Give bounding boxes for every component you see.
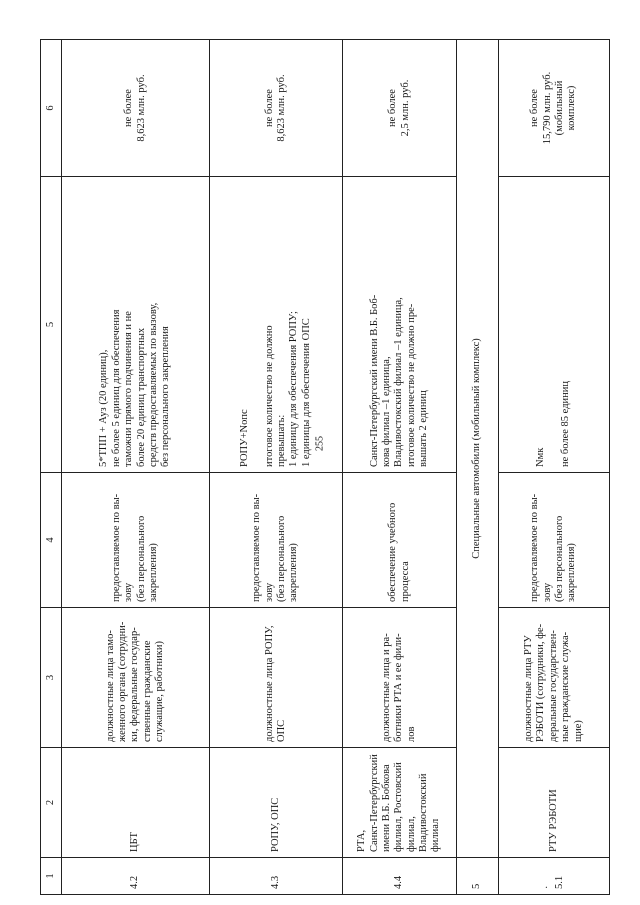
cell-mode (499, 473, 610, 608)
cell-unit (62, 748, 210, 858)
text-line: не более (263, 89, 275, 127)
text-line: закрепления) (147, 543, 159, 602)
text-line: ные гражданские служа- (560, 631, 572, 742)
text-line: зову (263, 582, 275, 602)
cell-mode (62, 473, 210, 608)
cell-persons (499, 608, 610, 748)
text-line: предоставляемое по вы- (110, 493, 122, 602)
text-line: должностные лица РТУ (523, 635, 535, 742)
page-number: 255 (314, 436, 326, 451)
text-line: (без персонального (276, 515, 287, 602)
text-line: должностные лица РОПУ, (263, 625, 275, 742)
text-line: не более 85 единиц (560, 380, 572, 467)
rotated-page (40, 40, 610, 895)
text-line: РЭБОТИ (сотрудники, фе- (535, 623, 547, 742)
header-cell: 6 (41, 40, 62, 177)
text-line: ЦБТ (129, 832, 141, 852)
row-number (499, 858, 610, 895)
text-line: ки, федеральные государ- (129, 627, 141, 742)
text-line: кова филиал –1 единица, (380, 356, 392, 467)
text-line: средств предоставляемых по вызову, (147, 302, 159, 467)
text-line: деральные государствен- (547, 630, 559, 742)
text-line: филиал, Ростовский (393, 762, 405, 852)
text-line: обеспечение учебного (387, 502, 399, 602)
cell-unit (343, 748, 457, 858)
cell-price (343, 40, 457, 177)
text-line: 8,623 млн. руб. (276, 74, 287, 142)
cell-persons (62, 608, 210, 748)
header-row (41, 40, 62, 895)
row-number: 4.2 (62, 858, 210, 895)
text-line (251, 182, 263, 467)
text-line: лов (405, 726, 417, 742)
cell-persons (343, 608, 457, 748)
text-line (548, 182, 560, 467)
section-number: 5 (457, 858, 499, 895)
cell-unit (499, 748, 610, 858)
text-line: таможни прямого подчинения и не (123, 311, 135, 467)
text-line: комплекс) (566, 85, 578, 131)
text-line: должностные лица и ра- (380, 633, 392, 742)
cell-persons (210, 608, 343, 748)
table-row (210, 40, 343, 895)
text-line: превышать: (276, 414, 287, 467)
text-line: 15,790 млн. руб. (541, 71, 553, 145)
text-line: предоставляемое по вы- (529, 493, 541, 602)
header-cell: 1 (41, 858, 62, 895)
cell-mode (210, 473, 343, 608)
header-cell: 4 (41, 473, 62, 608)
text-line: имени В.Б. Бобкова (380, 764, 392, 852)
text-line: РТУ РЭБОТИ (547, 789, 559, 852)
cell-unit (210, 748, 343, 858)
text-line: ОПС (276, 719, 287, 742)
text-line: процесса (399, 561, 411, 602)
text-line: закрепления) (566, 543, 578, 602)
text-line: зову (123, 582, 135, 602)
text-line: вышать 2 единиц (418, 390, 430, 467)
text-line: РОПУ+Nопс (238, 409, 250, 467)
text-line: филиал (430, 818, 442, 852)
text-line: РОПУ, ОПС (269, 797, 281, 852)
text-line: женного органа (сотрудни- (116, 621, 128, 742)
cell-quantity (499, 177, 610, 473)
text-line: Nмк (535, 447, 547, 467)
text-line: Владивостокский филиал –1 единица, (393, 297, 405, 467)
text-line: итоговое количество не должно пре- (405, 303, 417, 467)
text-line: Санкт-Петербургский имени В.Б. Боб- (368, 294, 380, 467)
text-line: служащие, работники) (154, 641, 166, 742)
text-line: не более (529, 89, 541, 127)
text-line: ботники РТА и ее фили- (393, 633, 405, 742)
text-line: (мобильный (554, 80, 565, 136)
text-line: щие) (572, 720, 584, 742)
cell-price (62, 40, 210, 177)
text-line: без персонального закрепления (160, 326, 172, 467)
section-title: Специальные автомобили (мобильный комплекс) (457, 40, 499, 858)
cell-quantity (62, 177, 210, 473)
header-cell: 2 (41, 748, 62, 858)
header-cell: 5 (41, 177, 62, 473)
section-row (457, 40, 499, 895)
text-line: ственные гражданские (141, 640, 153, 742)
text-line: должностные лица тамо- (104, 630, 116, 742)
text-line: более 20 единиц транспортных (135, 327, 147, 467)
text-line: Владивостокский (418, 773, 430, 852)
text-line: предоставляемое по вы- (251, 493, 263, 602)
text-line: 2,5 млн. руб. (399, 79, 411, 137)
text-line: итоговое количество не должно (263, 325, 275, 467)
cell-quantity (343, 177, 457, 473)
cell-mode (343, 473, 457, 608)
text-line: РТА, (356, 829, 368, 852)
table-row (62, 40, 210, 895)
text-line: 1 единицы для обеспечения ОПС (300, 318, 312, 467)
text-line: 1 единицу для обеспечения РОПУ; (288, 311, 300, 467)
text-line: не более (123, 89, 135, 127)
text-line: 8,623 млн. руб. (135, 74, 147, 142)
cell-quantity (210, 177, 343, 473)
text-line: не более (387, 89, 399, 127)
text-line: филиал, (405, 816, 417, 852)
table-row (499, 40, 610, 895)
row-number: 4.3 (210, 858, 343, 895)
header-cell: 3 (41, 608, 62, 748)
requirements-table (40, 39, 610, 895)
text-line: 5*ТПП + Ауз (20 единиц), (98, 349, 110, 467)
row-dot: · (541, 885, 553, 889)
text-line: (без персонального (554, 515, 565, 602)
row-number-text: 5.1 (554, 875, 565, 889)
text-line: не более 5 единиц для обеспечения (110, 309, 122, 467)
text-line: зову (541, 582, 553, 602)
cell-price (499, 40, 610, 177)
cell-price (210, 40, 343, 177)
row-number: 4.4 (343, 858, 457, 895)
text-line: Санкт-Петербургский (368, 754, 380, 852)
text-line: (без персонального (135, 515, 147, 602)
text-line: закрепления) (288, 543, 300, 602)
table-row (343, 40, 457, 895)
